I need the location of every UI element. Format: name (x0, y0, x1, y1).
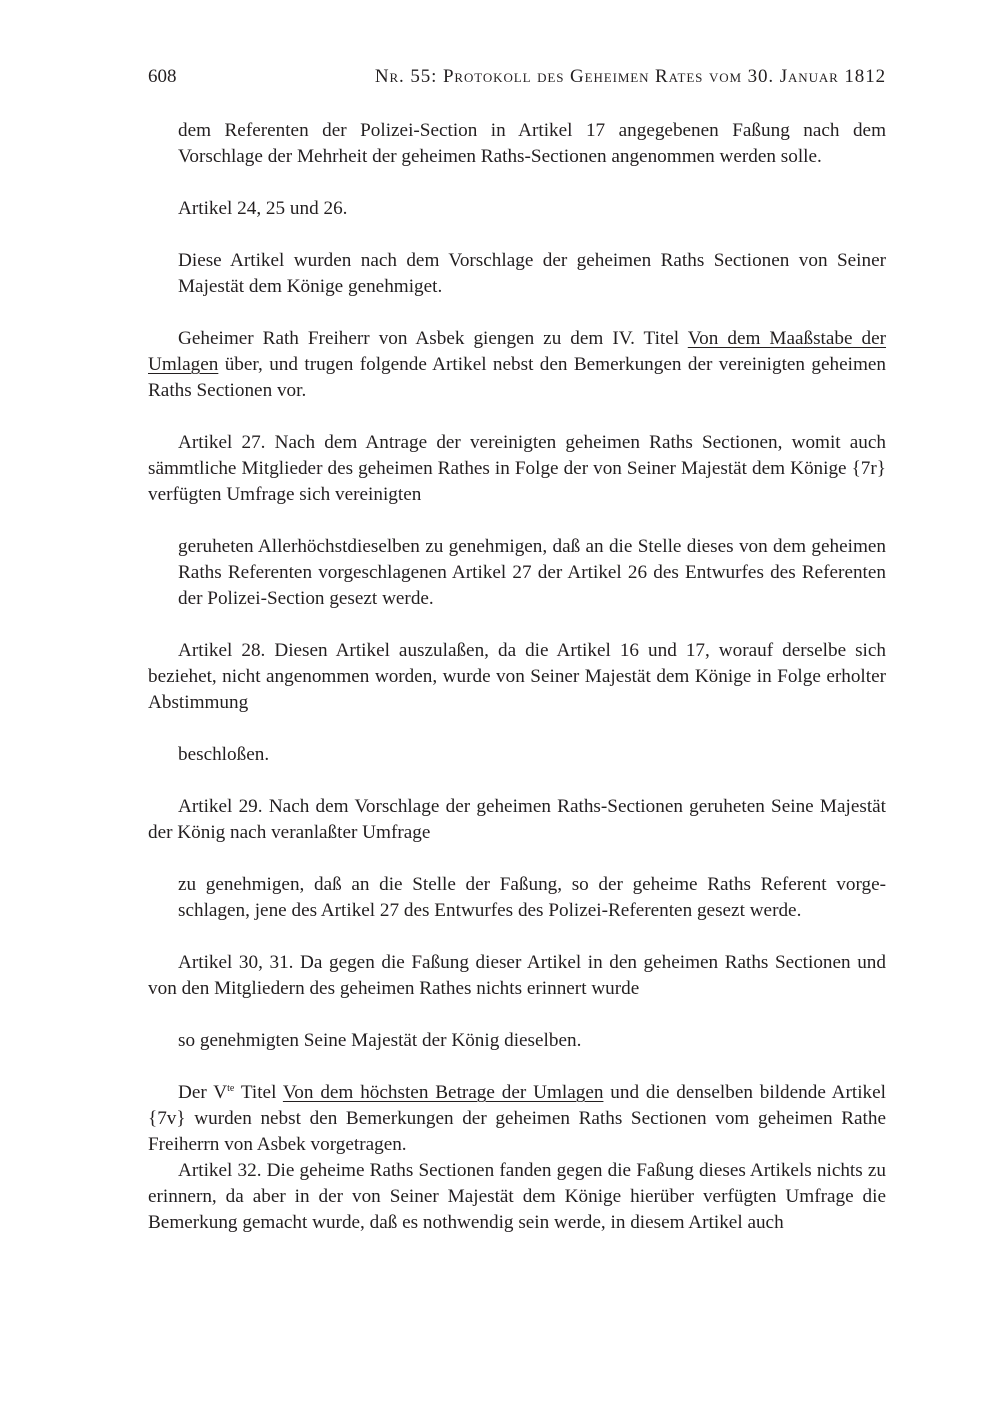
page-number: 608 (148, 66, 177, 87)
paragraph-article-32: Artikel 32. Die geheime Raths Sectionen fanden gegen die Faßung dieses Artikels nichts zu erinnern, da aber in der von Seiner Majestät dem Könige hierüber verfügten Umfrage die Bemerkung gemacht wurde, daß es nothwendig sein werde, in diesem Artikel auch (148, 1160, 886, 1233)
paragraph-resolution: zu genehmigen, daß an die Stelle der Faßung, so der geheime Raths Referent vorgeschlagen, jene des Artikel 27 des Entwurfes des Polizei-Referenten gesezt werde. (178, 874, 886, 921)
paragraph-resolution: geruheten Allerhöchstdieselben zu genehmigen, daß an die Stelle dieses von dem geheimen Raths Referenten vorgeschlagenen Artikel 27 der Artikel 26 des Entwurfes des Referenten der Polizei-Section gesezt werde. (178, 536, 886, 609)
paragraph-title-iv (148, 326, 886, 404)
paragraph-continuation: dem Referenten der Polizei-Section in Artikel 17 angegebenen Faßung nach dem Vorschlage der Mehrheit der geheimen Raths-Sectionen angenommen werden solle. (178, 120, 886, 167)
running-title: Nr. 55: Protokoll des Geheimen Rates vom 30. Januar 1812 (374, 66, 886, 87)
paragraph-resolution: beschloßen. (178, 744, 270, 765)
paragraph-article-27: Artikel 27. Nach dem Antrage der vereinigten geheimen Raths Sectionen, womit auch sämmtliche Mitglieder des geheimen Rathes in Folge der von Seiner Majestät dem Könige {7r} verfügten Umfrage sich vereinigten (148, 432, 886, 505)
paragraph-approval: Diese Artikel wurden nach dem Vorschlage der geheimen Raths Sectionen von Seiner Majestät dem Könige genehmiget. (178, 250, 886, 297)
paragraph-article-29: Artikel 29. Nach dem Vorschlage der geheimen Raths-Sectionen geruheten Seine Majestät der König nach veranlaßter Umfrage (148, 796, 886, 843)
text-segment: und die denselben bildende Artikel {7v} wurden nebst den Bemerkungen der geheimen Raths Sectionen vom geheimen Rathe Freiherrn von Asbek vorgetragen. (148, 1082, 886, 1155)
document-page (148, 64, 886, 1236)
superscript: te (227, 1083, 235, 1094)
underlined-title: Von dem Maaßstabe der Umlagen (148, 328, 887, 375)
text-segment: über, und trugen folgende Artikel nebst den Bemerkungen der vereinigten geheimen Raths Sectionen vor. (148, 354, 886, 401)
paragraph-article-28: Artikel 28. Diesen Artikel auszulaßen, da die Artikel 16 und 17, worauf derselbe sich beziehet, nicht angenommen worden, wurde von Seiner Majestät dem Könige in Folge erholter Abstimmung (148, 640, 886, 713)
underlined-title: Von dem höchsten Betrage der Umlagen (282, 1082, 604, 1103)
text-segment: Titel (234, 1082, 283, 1103)
text-segment: Geheimer Rath Freiherr von Asbek giengen zu dem IV. Titel (178, 328, 688, 349)
body-text (148, 118, 886, 1236)
paragraph-title-v (148, 1080, 886, 1158)
paragraph-article-30-31: Artikel 30, 31. Da gegen die Faßung dieser Artikel in den geheimen Raths Sectionen und von den Mitgliedern des geheimen Rathes nichts erinnert wurde (148, 952, 886, 999)
running-header (148, 64, 886, 96)
paragraph-resolution: so genehmigten Seine Majestät der König dieselben. (178, 1030, 582, 1051)
text-segment: Der V (178, 1082, 228, 1103)
paragraph-article-heading: Artikel 24, 25 und 26. (178, 198, 348, 219)
